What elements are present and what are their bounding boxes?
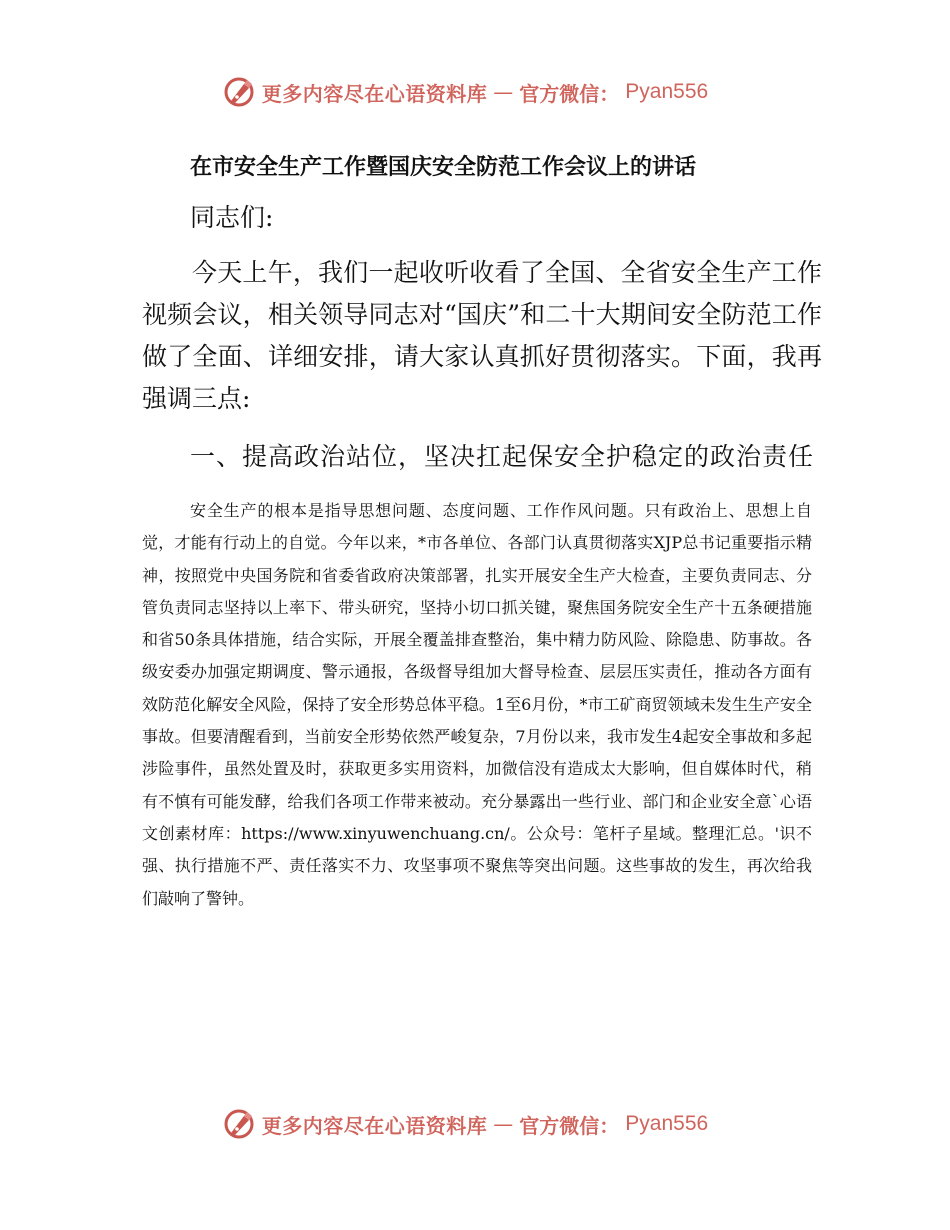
banner-separator: — bbox=[493, 80, 514, 104]
banner-content bbox=[222, 75, 708, 109]
banner-separator: — bbox=[493, 1112, 514, 1136]
banner-contact-id: Pyan556 bbox=[625, 80, 709, 103]
salutation: 同志们: bbox=[190, 203, 274, 232]
banner-contact-label: 官方微信： bbox=[519, 1113, 620, 1138]
banner-text: 更多内容尽在心语资料库 bbox=[261, 1113, 488, 1138]
section-1-body-paragraph: 安全生产的根本是指导思想问题、态度问题、工作作风问题。只有政治上、思想上自觉，才能有行动上的自觉。今年以来，*市各单位、各部门认真贯彻落实XJP总书记重要指示精神，按照党中央国务院和省委省政府决策部署，扎实开展安全生产大检查，主要负责同志、分管负责同志坚持以上率下、带头研究，坚持小切口抓关键，聚焦国务院安全生产十五条硬措施和省50条具体措施，结合实际，开展全覆盖排查整治，集中精力防风险、除隐患、防事故。各级安委办加强定期调度、警示通报，各级督导组加大督导检查、层层压实责任，推动各方面有效防范化解安全风险，保持了安全形势总体平稳。1至6月份，*市工矿商贸领域未发生生产安全事故。但要清醒看到，当前安全形势依然严峻复杂，7月份以来，我市发生4起安全事故和多起涉险事件，虽然处置及时，获取更多实用资料，加微信没有造成太大影响，但自媒体时代，稍有不慎有可能发酵，给我们各项工作带来被动。充分暴露出一些行业、部门和企业安全意`心语文创素材库：https://www.xinyuwenchuang.cn/。公众号：笔杆子星域。整理汇总。'识不强、执行措施不严、责任落实不力、攻坚事项不聚焦等突出问题。这些事故的发生，再次给我们敲响了警钟。 bbox=[142, 501, 812, 908]
banner-text: 更多内容尽在心语资料库 bbox=[261, 81, 488, 106]
section-heading-1: 一、提高政治站位，坚决扛起保安全护稳定的政治责任 bbox=[190, 442, 815, 471]
pen-nib-logo-icon bbox=[222, 1107, 256, 1141]
pen-nib-logo-icon bbox=[222, 75, 256, 109]
document-title: 在市安全生产工作暨国庆安全防范工作会议上的讲话 bbox=[190, 154, 697, 180]
banner-content bbox=[222, 1107, 708, 1141]
footer-watermark-banner bbox=[0, 1104, 950, 1144]
banner-contact-label: 官方微信： bbox=[519, 81, 620, 106]
intro-paragraph: 今天上午，我们一起收听收看了全国、全省安全生产工作视频会议，相关领导同志对“国庆”和二十大期间安全防范工作做了全面、详细安排，请大家认真抓好贯彻落实。下面，我再强调三点: bbox=[142, 258, 822, 413]
header-watermark-banner bbox=[0, 72, 950, 112]
banner-contact-id: Pyan556 bbox=[625, 1112, 709, 1135]
